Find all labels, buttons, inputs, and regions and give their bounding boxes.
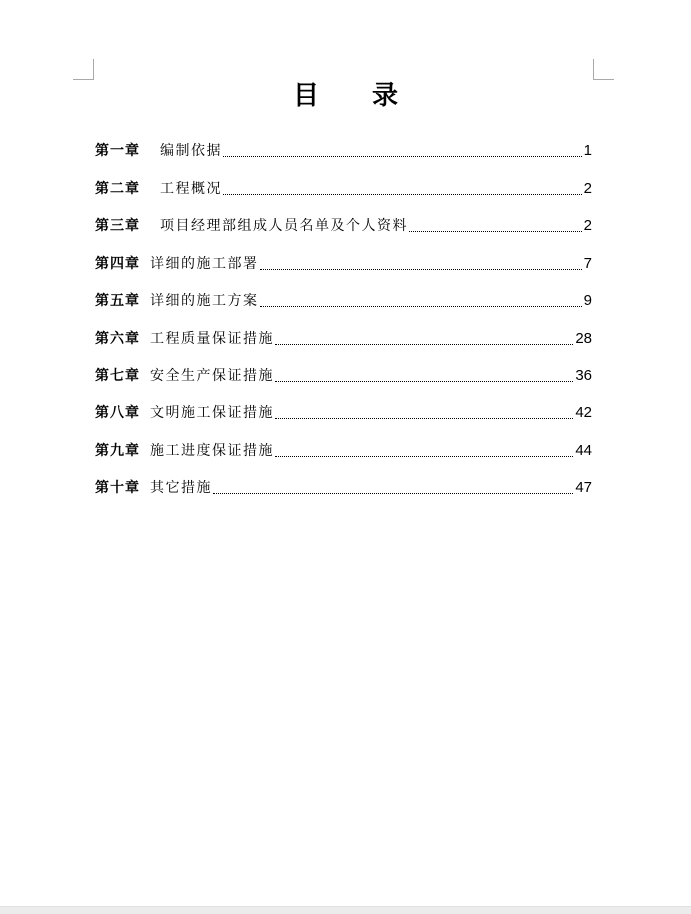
toc-entry[interactable] <box>95 135 592 161</box>
toc-chapter-title: 编制依据 <box>160 143 222 159</box>
toc-entry[interactable] <box>95 397 592 423</box>
toc-page-number: 42 <box>575 404 592 421</box>
toc-entry[interactable] <box>95 248 592 274</box>
toc-page-number: 7 <box>583 255 592 272</box>
toc-chapter-number: 第二章 <box>95 181 140 197</box>
dot-leader <box>260 305 582 307</box>
toc-chapter-title: 详细的施工方案 <box>150 293 259 309</box>
dot-leader <box>275 343 573 345</box>
toc-entry[interactable] <box>95 323 592 349</box>
dot-leader <box>275 380 573 382</box>
toc-chapter-number: 第四章 <box>95 256 140 272</box>
margin-corner-marker-top-left <box>73 59 94 80</box>
toc-chapter-number: 第一章 <box>95 143 140 159</box>
toc-chapter-number: 第八章 <box>95 405 140 421</box>
toc-chapter-number: 第十章 <box>95 480 140 496</box>
dot-leader <box>223 155 582 157</box>
toc-page-number: 47 <box>575 479 592 496</box>
toc-chapter-title: 详细的施工部署 <box>150 256 259 272</box>
toc-entry[interactable] <box>95 285 592 311</box>
toc-page-number: 2 <box>583 180 592 197</box>
toc-entry[interactable] <box>95 173 592 199</box>
toc-chapter-title: 安全生产保证措施 <box>150 368 274 384</box>
dot-leader <box>213 492 573 494</box>
dot-leader <box>260 268 582 270</box>
dot-leader <box>409 230 582 232</box>
viewer-bottom-strip <box>0 906 691 914</box>
dot-leader <box>275 417 573 419</box>
toc-entry[interactable] <box>95 210 592 236</box>
margin-corner-marker-top-right <box>593 59 614 80</box>
toc-chapter-number: 第五章 <box>95 293 140 309</box>
toc-page-number: 2 <box>583 217 592 234</box>
toc-page-number: 28 <box>575 330 592 347</box>
toc-entry[interactable] <box>95 435 592 461</box>
toc-chapter-title: 项目经理部组成人员名单及个人资料 <box>160 218 408 234</box>
toc-page-number: 1 <box>583 142 592 159</box>
toc-chapter-title: 施工进度保证措施 <box>150 443 274 459</box>
toc-chapter-title: 其它措施 <box>150 480 212 496</box>
dot-leader <box>223 193 582 195</box>
toc-chapter-title: 工程质量保证措施 <box>150 331 274 347</box>
toc-entry[interactable] <box>95 472 592 498</box>
toc-chapter-number: 第七章 <box>95 368 140 384</box>
toc-page-number: 36 <box>575 367 592 384</box>
toc-chapter-number: 第九章 <box>95 443 140 459</box>
toc-chapter-title: 工程概况 <box>160 181 222 197</box>
toc-entry[interactable] <box>95 360 592 386</box>
toc-chapter-number: 第三章 <box>95 218 140 234</box>
toc-chapter-title: 文明施工保证措施 <box>150 405 274 421</box>
toc-page-number: 9 <box>583 292 592 309</box>
toc-title: 目 录 <box>292 81 421 111</box>
toc-page-number: 44 <box>575 442 592 459</box>
toc-chapter-number: 第六章 <box>95 331 140 347</box>
dot-leader <box>275 455 573 457</box>
